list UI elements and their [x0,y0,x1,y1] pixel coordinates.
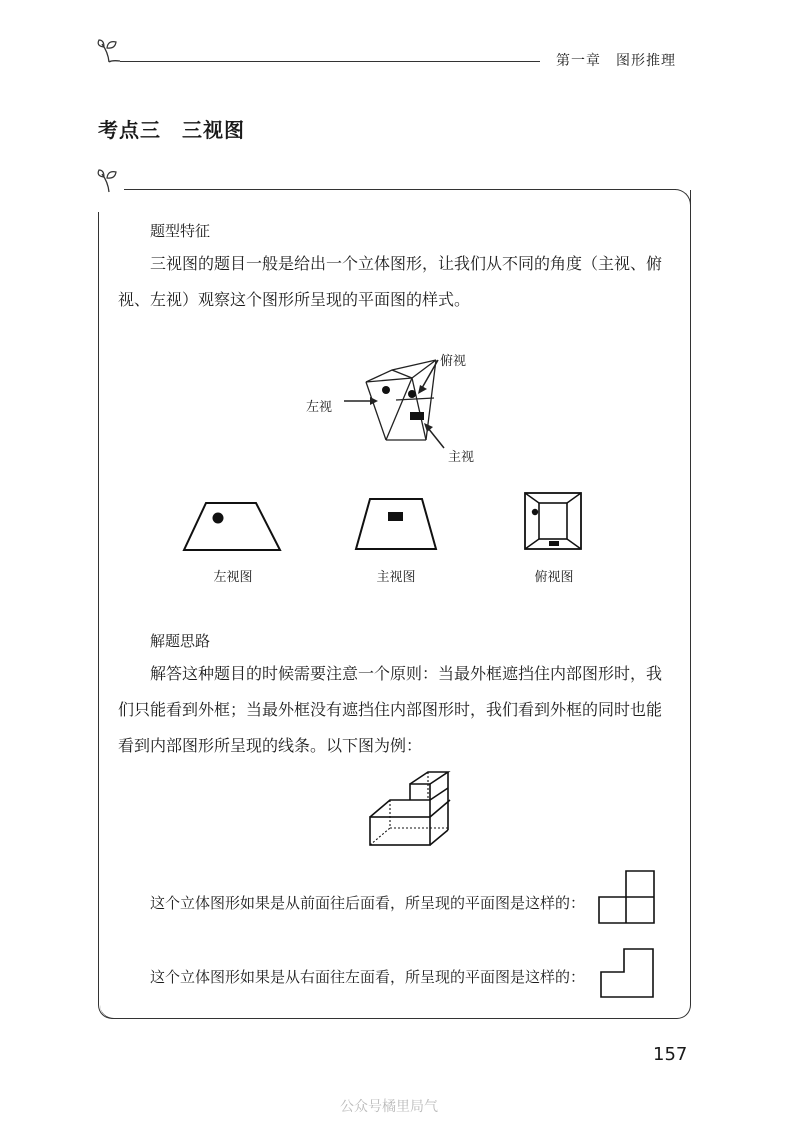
chapter-title: 第一章 图形推理 [556,53,676,69]
feature-heading: 题型特征 [150,222,211,240]
caption-left-view: 左视图 [213,570,253,585]
frame-left-corner [98,990,119,1019]
caption-top-view: 俯视图 [534,570,574,585]
front-view-result [596,868,658,926]
header-rule [120,61,540,62]
label-main-view: 主视 [448,450,475,465]
caption-main-view: 主视图 [376,570,416,585]
approach-line2: 们只能看到外框；当最外框没有遮挡住内部图形时，我们看到外框的同时也能 [118,700,663,719]
approach-line3: 看到内部图形所呈现的线条。以下图为例： [118,736,423,755]
example-front-text: 这个立体图形如果是从前面往后面看，所呈现的平面图是这样的： [150,894,586,912]
main-view-shape [352,496,440,554]
left-view-shape [180,500,284,554]
step-block-figure [366,770,466,850]
dot-top [408,390,416,398]
feature-text-line1: 三视图的题目一般是给出一个立体图形，让我们从不同的角度（主视、俯 [150,254,663,273]
feature-text-line2: 视、左视）观察这个图形所呈现的平面图的样式。 [118,290,471,309]
frame-left [98,212,99,1002]
label-top-view: 俯视 [440,354,467,369]
rect-front [410,412,424,420]
dot-left [382,386,390,394]
approach-heading: 解题思路 [150,632,211,650]
right-view-result [598,946,656,1000]
example-right-text: 这个立体图形如果是从右面往左面看，所呈现的平面图是这样的： [150,968,586,986]
page-number: 157 [653,1044,688,1065]
section-title: 考点三 三视图 [98,118,245,142]
top-view-shape [522,490,586,554]
sprout-icon [96,38,122,64]
approach-line1: 解答这种题目的时候需要注意一个原则：当最外框遮挡住内部图形时，我 [150,664,663,683]
watermark: 公众号橘里局气 [340,1099,438,1115]
label-left-view: 左视 [306,400,333,415]
